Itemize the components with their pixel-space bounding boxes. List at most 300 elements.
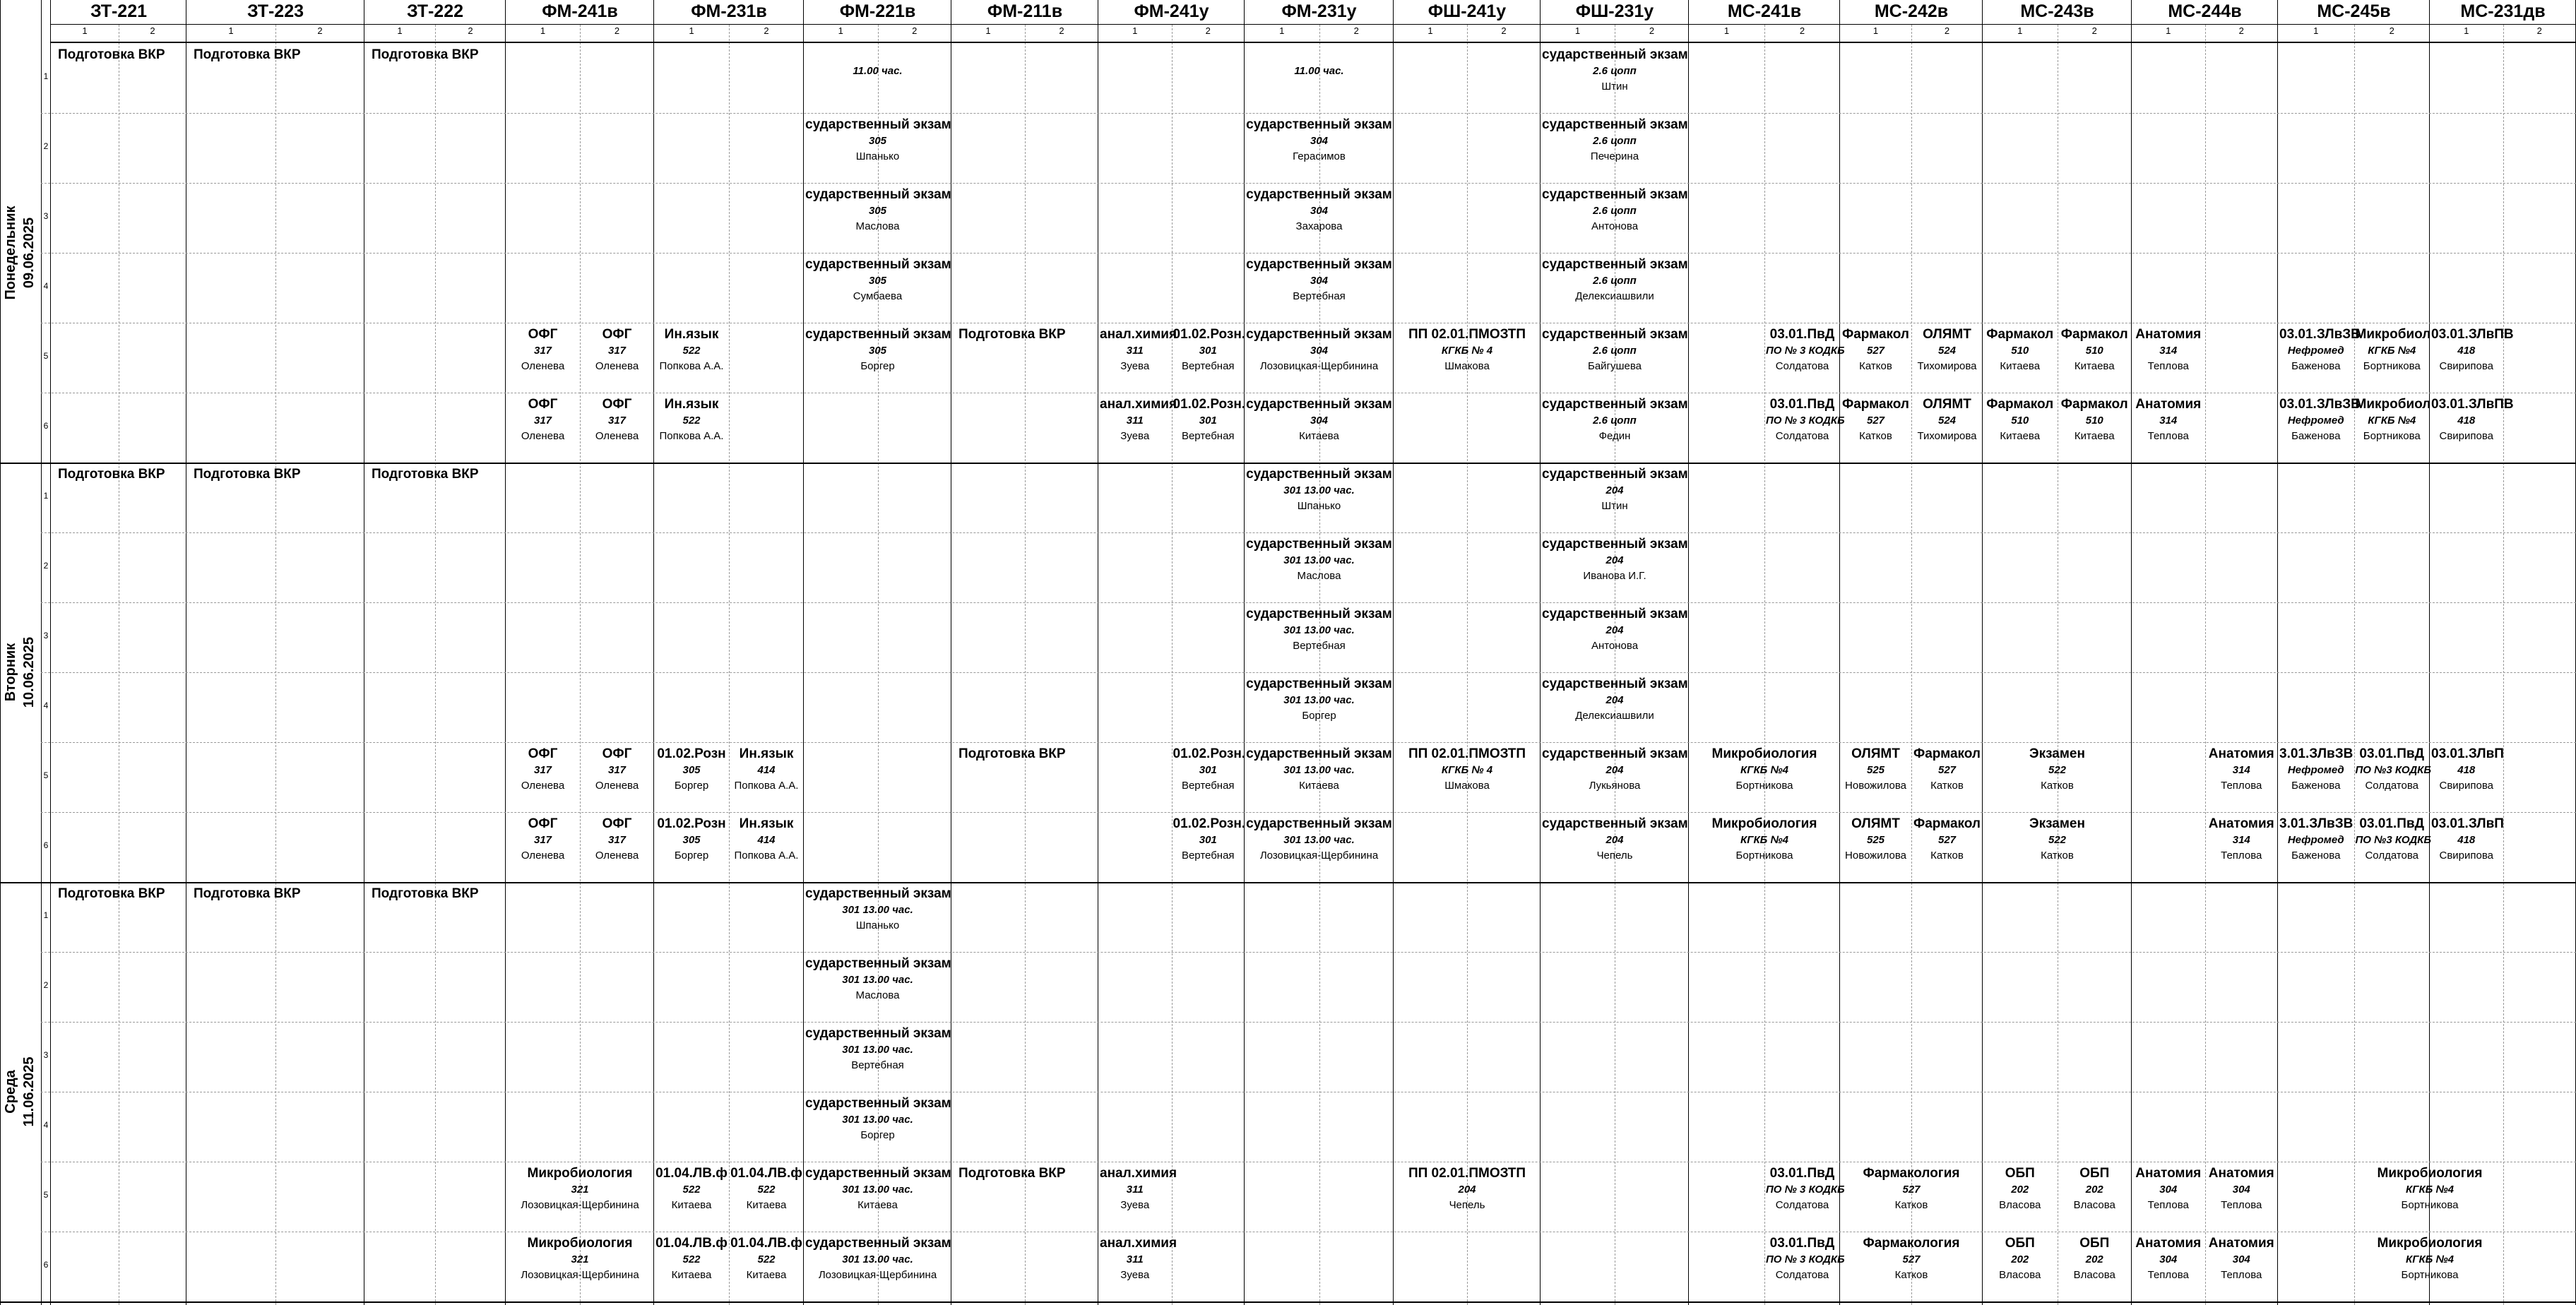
subject-title: ОФГ bbox=[602, 327, 632, 342]
schedule-entry[interactable] bbox=[2431, 816, 2502, 880]
subject-title: Подготовка ВКР bbox=[958, 746, 1066, 761]
schedule-entry[interactable] bbox=[2279, 326, 2361, 391]
schedule-entry[interactable] bbox=[2356, 1165, 2505, 1229]
day-separator bbox=[41, 463, 2576, 464]
teacher-name: Бортникова bbox=[1735, 850, 1793, 862]
room-number: 304 bbox=[1310, 205, 1329, 217]
subgroup-header: 1 bbox=[51, 25, 119, 43]
schedule-entry[interactable] bbox=[805, 47, 950, 111]
schedule-entry[interactable] bbox=[953, 1165, 1097, 1229]
subject-title: Подготовка ВКР bbox=[58, 47, 165, 62]
subject-title: сударственный экзам bbox=[1542, 746, 1688, 761]
schedule-entry[interactable] bbox=[1395, 746, 1539, 810]
schedule-entry[interactable] bbox=[730, 1235, 802, 1299]
schedule-entry[interactable] bbox=[655, 1165, 728, 1229]
subject-title: ОФГ bbox=[602, 746, 632, 761]
subject-title: ОФГ bbox=[528, 816, 558, 831]
schedule-entry[interactable] bbox=[52, 47, 165, 111]
schedule-entry[interactable] bbox=[805, 256, 950, 321]
schedule-entry[interactable] bbox=[1766, 1235, 1845, 1299]
subject-title: Микробиология bbox=[1711, 816, 1817, 831]
group-column-border bbox=[1688, 0, 1689, 1305]
teacher-name: Бортникова bbox=[2363, 430, 2421, 442]
room-number: 525 bbox=[1866, 764, 1885, 776]
pair-separator bbox=[41, 183, 2576, 184]
subject-title: 03.01.ПвД bbox=[1769, 1236, 1835, 1251]
teacher-name: Зуева bbox=[1120, 1269, 1150, 1281]
schedule-entry[interactable] bbox=[581, 326, 653, 391]
subgroup-divider bbox=[2205, 25, 2206, 1305]
pair-number: 2 bbox=[43, 561, 49, 571]
subgroup-header: 2 bbox=[1172, 25, 1245, 43]
schedule-entry[interactable] bbox=[1766, 1165, 1845, 1229]
schedule-entry[interactable] bbox=[2431, 326, 2514, 391]
subgroup-header: 2 bbox=[1025, 25, 1098, 43]
schedule-entry[interactable] bbox=[1173, 396, 1244, 460]
schedule-entry[interactable] bbox=[1100, 1235, 1177, 1299]
subject-title: сударственный экзам bbox=[1542, 257, 1688, 272]
teacher-name: Печерина bbox=[1590, 150, 1639, 162]
schedule-entry[interactable] bbox=[2133, 396, 2204, 460]
schedule-entry[interactable] bbox=[2059, 396, 2131, 460]
schedule-entry[interactable] bbox=[507, 1235, 653, 1299]
teacher-name: Лозовицкая-Щербинина bbox=[521, 1269, 639, 1281]
schedule-entry[interactable] bbox=[581, 746, 653, 810]
subgroup-header: 2 bbox=[1615, 25, 1689, 43]
schedule-entry[interactable] bbox=[1173, 746, 1244, 810]
teacher-name: Катков bbox=[2041, 780, 2074, 792]
subject-title: ОФГ bbox=[602, 397, 632, 412]
subject-title: ОФГ bbox=[528, 327, 558, 342]
schedule-entry[interactable] bbox=[805, 1235, 950, 1299]
schedule-entry[interactable] bbox=[1246, 536, 1392, 600]
schedule-entry[interactable] bbox=[655, 396, 728, 460]
schedule-entry[interactable] bbox=[1984, 396, 2056, 460]
schedule-entry[interactable] bbox=[1246, 606, 1392, 670]
schedule-entry[interactable] bbox=[2207, 1235, 2277, 1299]
pair-number: 6 bbox=[43, 840, 49, 850]
schedule-entry[interactable] bbox=[366, 47, 479, 111]
subgroup-header: 1 bbox=[804, 25, 878, 43]
subgroup-header: 1 bbox=[654, 25, 729, 43]
teacher-name: Маслова bbox=[855, 220, 900, 232]
subgroup-header: 2 bbox=[2205, 25, 2279, 43]
room-number: 305 bbox=[682, 834, 701, 846]
schedule-entry[interactable] bbox=[52, 886, 165, 950]
subgroup-header: 1 bbox=[2430, 25, 2503, 43]
subject-title: сударственный экзам bbox=[1542, 117, 1688, 132]
schedule-entry[interactable] bbox=[2356, 746, 2429, 810]
schedule-entry[interactable] bbox=[1246, 117, 1392, 181]
day-cell bbox=[0, 43, 41, 464]
room-number: 527 bbox=[1866, 345, 1885, 357]
schedule-entry[interactable] bbox=[2059, 326, 2131, 391]
schedule-entry[interactable] bbox=[1100, 1165, 1177, 1229]
group-header: ФМ-241у bbox=[1098, 0, 1245, 25]
subject-title: сударственный экзам bbox=[805, 257, 951, 272]
subject-title: сударственный экзам bbox=[1246, 746, 1392, 761]
teacher-name: Катков bbox=[1930, 850, 1964, 862]
schedule-entry[interactable] bbox=[805, 117, 950, 181]
teacher-name: Оленева bbox=[595, 780, 639, 792]
subject-title: Подготовка ВКР bbox=[194, 886, 301, 901]
day-date: 10.06.2025 bbox=[21, 636, 37, 708]
schedule-entry[interactable] bbox=[1841, 746, 1910, 810]
day-date: 09.06.2025 bbox=[21, 217, 37, 289]
schedule-entry[interactable] bbox=[1542, 676, 1687, 740]
schedule-entry[interactable] bbox=[1984, 326, 2056, 391]
room-number: ПО № 3 КОДКБ bbox=[1766, 415, 1845, 427]
pair-number: 1 bbox=[43, 71, 49, 81]
room-number: 301 13.00 час. bbox=[842, 1114, 913, 1126]
schedule-entry[interactable] bbox=[655, 326, 728, 391]
schedule-entry[interactable] bbox=[188, 466, 301, 530]
schedule-entry[interactable] bbox=[581, 816, 653, 880]
room-number: ПО № 3 КОДКБ bbox=[1766, 1253, 1845, 1265]
teacher-name: Катков bbox=[1859, 430, 1892, 442]
schedule-entry[interactable] bbox=[1246, 466, 1392, 530]
schedule-entry[interactable] bbox=[366, 466, 479, 530]
teacher-name: Вертебная bbox=[1181, 360, 1235, 372]
schedule-entry[interactable] bbox=[805, 886, 950, 950]
room-number: ПО №3 КОДКБ bbox=[2355, 764, 2431, 776]
subject-title: 01.02.Розн bbox=[657, 816, 726, 831]
subject-title: сударственный экзам bbox=[1246, 187, 1392, 202]
room-number: 510 bbox=[2085, 415, 2103, 427]
schedule-entry[interactable] bbox=[581, 396, 653, 460]
schedule-entry[interactable] bbox=[1542, 396, 1687, 460]
teacher-name: Солдатова bbox=[2365, 850, 2419, 862]
subject-title: ОЛЯМТ bbox=[1851, 746, 1900, 761]
schedule-entry[interactable] bbox=[507, 396, 578, 460]
subgroup-header: 2 bbox=[1764, 25, 1840, 43]
subject-title: анал.химия bbox=[1100, 1236, 1177, 1251]
teacher-name: Баженова bbox=[2291, 780, 2341, 792]
schedule-entry[interactable] bbox=[805, 326, 950, 391]
schedule-entry[interactable] bbox=[2356, 326, 2429, 391]
schedule-entry[interactable] bbox=[2059, 1165, 2131, 1229]
teacher-name: Солдатова bbox=[1775, 1199, 1829, 1211]
subject-title: сударственный экзам bbox=[1246, 327, 1392, 342]
room-number: 304 bbox=[2159, 1184, 2178, 1196]
subject-title: Фармакол bbox=[1986, 397, 2054, 412]
group-header: МС-242в bbox=[1840, 0, 1983, 25]
subject-title: сударственный экзам bbox=[1246, 467, 1392, 482]
subgroup-divider bbox=[729, 25, 730, 1305]
schedule-entry[interactable] bbox=[188, 47, 301, 111]
group-column-border bbox=[50, 0, 51, 1305]
teacher-name: Китаева bbox=[2074, 360, 2115, 372]
subject-title: Анатомия bbox=[2135, 397, 2202, 412]
teacher-name: Оленева bbox=[595, 430, 639, 442]
room-number: 301 13.00 час. bbox=[1283, 484, 1355, 496]
schedule-entry[interactable] bbox=[1246, 186, 1392, 251]
teacher-name: Вертебная bbox=[1181, 430, 1235, 442]
subject-title: Подготовка ВКР bbox=[958, 1166, 1066, 1181]
schedule-entry[interactable] bbox=[1542, 746, 1687, 810]
subject-title: Подготовка ВКР bbox=[372, 467, 479, 482]
group-column-border bbox=[803, 0, 804, 1305]
schedule-entry[interactable] bbox=[1542, 606, 1687, 670]
pair-separator bbox=[41, 113, 2576, 114]
schedule-entry[interactable] bbox=[1913, 396, 1981, 460]
subject-title: 01.02.Розн. bbox=[1173, 327, 1246, 342]
pair-separator bbox=[41, 672, 2576, 673]
pair-number: 4 bbox=[43, 1120, 49, 1130]
teacher-name: Чепель bbox=[1596, 850, 1633, 862]
schedule-entry[interactable] bbox=[366, 886, 479, 950]
teacher-name: Боргер bbox=[1302, 710, 1336, 722]
schedule-entry[interactable] bbox=[1690, 816, 1839, 880]
subject-title: 01.02.Розн. bbox=[1173, 746, 1246, 761]
room-number: 301 13.00 час. bbox=[1283, 694, 1355, 706]
schedule-entry[interactable] bbox=[1246, 746, 1392, 810]
room-number: КГКБ № 4 bbox=[1441, 764, 1493, 776]
teacher-name: Катков bbox=[2041, 850, 2074, 862]
room-number: 301 bbox=[1199, 834, 1217, 846]
schedule-entry[interactable] bbox=[2356, 1235, 2505, 1299]
schedule-entry[interactable] bbox=[1913, 326, 1981, 391]
schedule-entry[interactable] bbox=[1984, 816, 2130, 880]
room-number: 522 bbox=[2048, 764, 2067, 776]
room-number: 317 bbox=[533, 345, 552, 357]
pair-number: 4 bbox=[43, 281, 49, 291]
subgroup-header: 1 bbox=[1098, 25, 1172, 43]
schedule-entry[interactable] bbox=[1395, 326, 1539, 391]
teacher-name: Вертебная bbox=[1181, 780, 1235, 792]
schedule-entry[interactable] bbox=[2279, 746, 2353, 810]
subject-title: Фармакол bbox=[2060, 397, 2128, 412]
schedule-entry[interactable] bbox=[1841, 396, 1910, 460]
subject-title: 03.01.ЗЛвПВ bbox=[2431, 397, 2514, 412]
schedule-entry[interactable] bbox=[1766, 396, 1845, 460]
schedule-entry[interactable] bbox=[1542, 536, 1687, 600]
schedule-entry[interactable] bbox=[507, 326, 578, 391]
teacher-name: Бортникова bbox=[2401, 1269, 2459, 1281]
teacher-name: Теплова bbox=[2221, 780, 2262, 792]
schedule-entry[interactable] bbox=[730, 816, 802, 880]
group-header: ФМ-221в bbox=[804, 0, 951, 25]
schedule-entry[interactable] bbox=[1542, 326, 1687, 391]
room-number: 522 bbox=[682, 1253, 701, 1265]
subject-title: Фармакол bbox=[1913, 746, 1981, 761]
schedule-entry[interactable] bbox=[1984, 1165, 2056, 1229]
schedule-entry[interactable] bbox=[2279, 396, 2361, 460]
teacher-name: Попкова А.А. bbox=[659, 360, 724, 372]
schedule-entry[interactable] bbox=[1100, 396, 1177, 460]
schedule-entry[interactable] bbox=[2431, 746, 2502, 810]
subject-title: анал.химия bbox=[1100, 1166, 1177, 1181]
teacher-name: Китаева bbox=[1299, 780, 1339, 792]
subject-title: Анатомия bbox=[2135, 1166, 2202, 1181]
schedule-entry[interactable] bbox=[1542, 256, 1687, 321]
teacher-name: Попкова А.А. bbox=[734, 850, 799, 862]
teacher-name: Штин bbox=[1601, 81, 1628, 93]
teacher-name: Антонова bbox=[1591, 220, 1639, 232]
day-column-border bbox=[41, 0, 42, 1305]
schedule-entry[interactable] bbox=[1690, 746, 1839, 810]
teacher-name: Китаева bbox=[2074, 430, 2115, 442]
teacher-name: Иванова И.Г. bbox=[1583, 570, 1646, 582]
room-number: 314 bbox=[2232, 764, 2250, 776]
subgroup-divider bbox=[275, 25, 276, 1305]
teacher-name: Теплова bbox=[2221, 850, 2262, 862]
subgroup-header: 1 bbox=[951, 25, 1025, 43]
schedule-entry[interactable] bbox=[1542, 47, 1687, 111]
schedule-entry[interactable] bbox=[2133, 1235, 2204, 1299]
teacher-name: Катков bbox=[1894, 1199, 1928, 1211]
pair-number: 1 bbox=[43, 491, 49, 501]
group-column-border bbox=[1393, 0, 1394, 1305]
schedule-entry[interactable] bbox=[52, 466, 165, 530]
group-column-border bbox=[1244, 0, 1245, 1305]
schedule-entry[interactable] bbox=[2133, 1165, 2204, 1229]
schedule-entry[interactable] bbox=[1984, 1235, 2056, 1299]
schedule-entry[interactable] bbox=[1246, 326, 1392, 391]
schedule-entry[interactable] bbox=[1913, 816, 1981, 880]
subject-title: 03.01.ПвД bbox=[1769, 1166, 1835, 1181]
subject-title: Анатомия bbox=[2135, 327, 2202, 342]
schedule-entry[interactable] bbox=[1542, 466, 1687, 530]
teacher-name: Свирипова bbox=[2439, 360, 2493, 372]
day-name: Понедельник bbox=[3, 205, 18, 300]
schedule-entry[interactable] bbox=[1173, 816, 1244, 880]
schedule-entry[interactable] bbox=[1173, 326, 1244, 391]
schedule-entry[interactable] bbox=[507, 816, 578, 880]
schedule-entry[interactable] bbox=[2279, 816, 2353, 880]
pair-number: 1 bbox=[43, 910, 49, 920]
room-number: 301 13.00 час. bbox=[1283, 764, 1355, 776]
pair-number: 4 bbox=[43, 701, 49, 710]
subject-title: ОЛЯМТ bbox=[1923, 327, 1971, 342]
teacher-name: Новожилова bbox=[1845, 850, 1906, 862]
subject-title: ПП 02.01.ПМОЗТП bbox=[1408, 327, 1526, 342]
schedule-entry[interactable] bbox=[1246, 816, 1392, 880]
room-number: 301 bbox=[1199, 345, 1217, 357]
schedule-entry[interactable] bbox=[1246, 396, 1392, 460]
room-number: ПО №3 КОДКБ bbox=[2355, 834, 2431, 846]
schedule-entry[interactable] bbox=[2431, 396, 2514, 460]
subgroup-header: 2 bbox=[1467, 25, 1541, 43]
schedule-entry[interactable] bbox=[730, 746, 802, 810]
schedule-entry[interactable] bbox=[730, 1165, 802, 1229]
teacher-name: Делексиашвили bbox=[1575, 710, 1654, 722]
schedule-entry[interactable] bbox=[1100, 326, 1177, 391]
schedule-entry[interactable] bbox=[655, 816, 728, 880]
subject-title: сударственный экзам bbox=[805, 117, 951, 132]
schedule-entry[interactable] bbox=[1542, 186, 1687, 251]
schedule-entry[interactable] bbox=[805, 955, 950, 1020]
teacher-name: Китаева bbox=[1299, 430, 1339, 442]
subject-title: Экзамен bbox=[2029, 816, 2085, 831]
group-header: ФШ-231у bbox=[1541, 0, 1689, 25]
room-number: 2.6 цопп bbox=[1593, 415, 1637, 427]
schedule-entry[interactable] bbox=[2207, 816, 2277, 880]
subgroup-header: 2 bbox=[729, 25, 804, 43]
subject-title: 01.02.Розн bbox=[657, 746, 726, 761]
room-number: 2.6 цопп bbox=[1593, 275, 1637, 287]
schedule-entry[interactable] bbox=[1841, 816, 1910, 880]
group-header: МС-231дв bbox=[2430, 0, 2576, 25]
group-header: ЗТ-222 bbox=[364, 0, 506, 25]
room-number: 317 bbox=[607, 834, 627, 846]
schedule-entry[interactable] bbox=[2356, 816, 2429, 880]
room-number: 202 bbox=[2085, 1184, 2103, 1196]
schedule-entry[interactable] bbox=[1542, 117, 1687, 181]
schedule-entry[interactable] bbox=[655, 746, 728, 810]
schedule-entry[interactable] bbox=[1542, 816, 1687, 880]
teacher-name: Зуева bbox=[1120, 1199, 1150, 1211]
schedule-entry[interactable] bbox=[805, 1165, 950, 1229]
schedule-entry[interactable] bbox=[805, 1095, 950, 1160]
subject-title: ОБП bbox=[2005, 1166, 2035, 1181]
schedule-entry[interactable] bbox=[2207, 1165, 2277, 1229]
schedule-entry[interactable] bbox=[953, 746, 1097, 810]
teacher-name: Антонова bbox=[1591, 640, 1639, 652]
schedule-entry[interactable] bbox=[2059, 1235, 2131, 1299]
day-cell bbox=[0, 882, 41, 1303]
room-number: 522 bbox=[2048, 834, 2067, 846]
schedule-entry[interactable] bbox=[1246, 47, 1392, 111]
teacher-name: Оленева bbox=[521, 360, 565, 372]
teacher-name: Маслова bbox=[855, 989, 900, 1001]
schedule-entry[interactable] bbox=[1395, 1165, 1539, 1229]
subject-title: сударственный экзам bbox=[1246, 397, 1392, 412]
teacher-name: Федин bbox=[1598, 430, 1631, 442]
schedule-entry[interactable] bbox=[1246, 256, 1392, 321]
subject-title: сударственный экзам bbox=[805, 327, 951, 342]
day-date: 11.06.2025 bbox=[21, 1056, 37, 1127]
schedule-entry[interactable] bbox=[1984, 746, 2130, 810]
schedule-entry[interactable] bbox=[805, 186, 950, 251]
schedule-entry[interactable] bbox=[1841, 326, 1910, 391]
group-column-border bbox=[1540, 0, 1541, 1305]
teacher-name: Китаева bbox=[671, 1269, 712, 1281]
schedule-entry[interactable] bbox=[1841, 1235, 1981, 1299]
teacher-name: Теплова bbox=[2147, 430, 2189, 442]
room-number: 301 13.00 час. bbox=[842, 1044, 913, 1056]
room-number: 314 bbox=[2159, 345, 2178, 357]
subject-title: 03.01.ЗЛвП bbox=[2431, 746, 2504, 761]
subject-title: Подготовка ВКР bbox=[58, 467, 165, 482]
teacher-name: Вертебная bbox=[1181, 850, 1235, 862]
pair-separator bbox=[41, 812, 2576, 813]
teacher-name: Шпанько bbox=[855, 919, 900, 931]
schedule-entry[interactable] bbox=[507, 1165, 653, 1229]
schedule-entry[interactable] bbox=[953, 326, 1097, 391]
subject-title: Микробиология bbox=[2377, 1236, 2483, 1251]
schedule-entry[interactable] bbox=[188, 886, 301, 950]
schedule-entry[interactable] bbox=[655, 1235, 728, 1299]
subject-title: Фармакол bbox=[2060, 327, 2128, 342]
schedule-entry[interactable] bbox=[507, 746, 578, 810]
group-header: МС-241в bbox=[1689, 0, 1840, 25]
schedule-entry[interactable] bbox=[805, 1025, 950, 1090]
subject-title: Анатомия bbox=[2208, 1166, 2274, 1181]
schedule-entry[interactable] bbox=[2356, 396, 2429, 460]
schedule-entry[interactable] bbox=[2207, 746, 2277, 810]
schedule-entry[interactable] bbox=[2133, 326, 2204, 391]
teacher-name: Солдатова bbox=[1775, 1269, 1829, 1281]
room-number: 202 bbox=[2085, 1253, 2103, 1265]
schedule-entry[interactable] bbox=[1766, 326, 1845, 391]
schedule-entry[interactable] bbox=[1246, 676, 1392, 740]
teacher-name: Попкова А.А. bbox=[659, 430, 724, 442]
schedule-entry[interactable] bbox=[1841, 1165, 1981, 1229]
teacher-name: Китаева bbox=[746, 1199, 787, 1211]
schedule-entry[interactable] bbox=[1913, 746, 1981, 810]
room-number: 510 bbox=[2085, 345, 2103, 357]
